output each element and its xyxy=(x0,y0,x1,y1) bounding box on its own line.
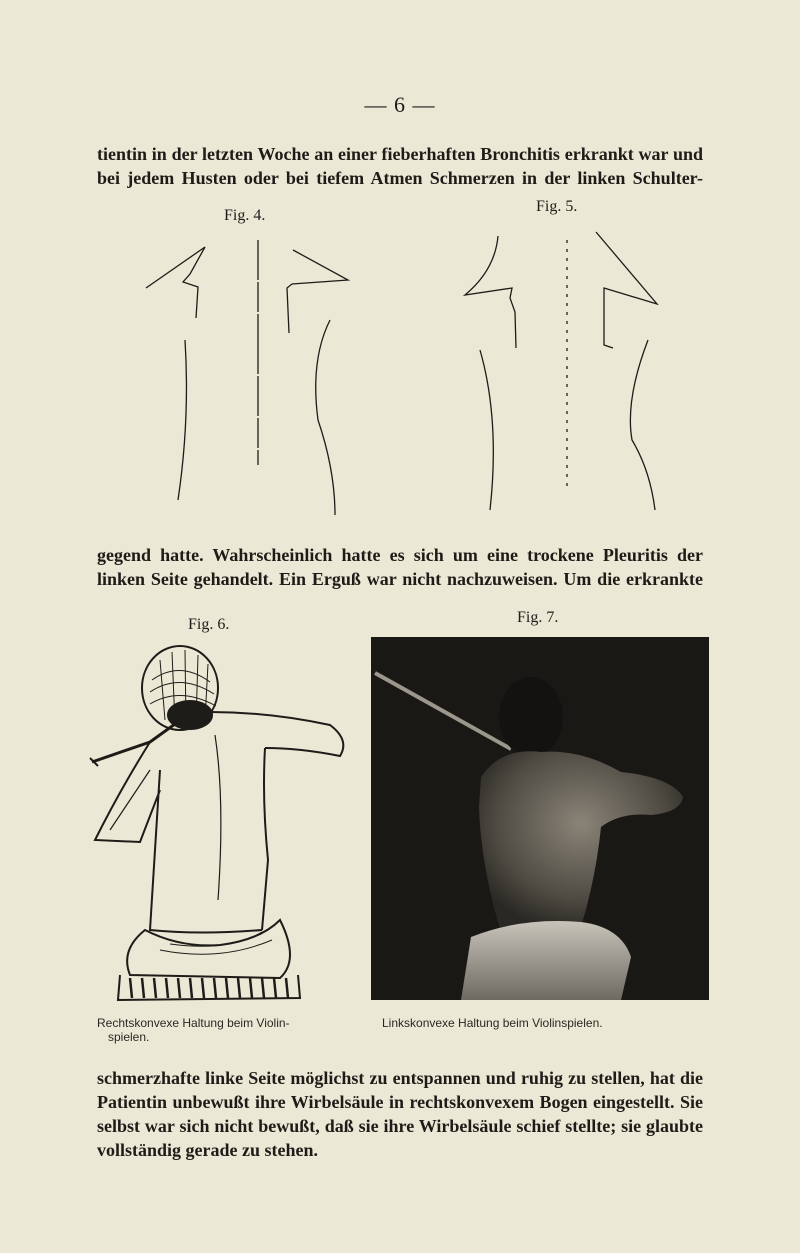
paragraph-line: bei jedem Husten oder bei tiefem Atmen Schmerzen in der linken Schulter- xyxy=(97,168,703,188)
paragraph-line: gegend hatte. Wahrscheinlich hatte es sich um eine trockene Pleuritis der xyxy=(97,545,703,565)
figure-7-photo-shapes xyxy=(371,637,709,1000)
paragraph-line: vollständig gerade zu stehen. xyxy=(97,1140,319,1160)
paragraph-line: selbst war sich nicht bewußt, daß sie ihre Wirbelsäule schief stellte; sie glaubte xyxy=(97,1116,703,1136)
paragraph-line: Patientin unbewußt ihre Wirbelsäule in rechtskonvexem Bogen eingestellt. Sie xyxy=(97,1092,703,1112)
figure-5-label: Fig. 5. xyxy=(536,198,578,215)
figure-4-label: Fig. 4. xyxy=(224,207,266,224)
paragraph-line: tientin in der letzten Woche an einer fieberhaften Bronchitis erkrankt war und xyxy=(97,144,703,164)
figure-7-photograph xyxy=(371,637,709,1000)
figure-6-caption-line: Rechtskonvexe Haltung beim Violin- xyxy=(97,1016,290,1030)
figure-6-label: Fig. 6. xyxy=(188,616,230,633)
paragraph-line: schmerzhafte linke Seite möglichst zu entspannen und ruhig zu stellen, hat die xyxy=(97,1068,703,1088)
page-number: — 6 — xyxy=(364,92,436,117)
figure-6-caption-line: spielen. xyxy=(108,1030,150,1044)
figure-7-caption: Linkskonvexe Haltung beim Violinspielen. xyxy=(382,1016,603,1030)
figure-7-label: Fig. 7. xyxy=(517,609,559,626)
paragraph-line: linken Seite gehandelt. Ein Erguß war nicht nachzuweisen. Um die erkrankte xyxy=(97,569,703,589)
